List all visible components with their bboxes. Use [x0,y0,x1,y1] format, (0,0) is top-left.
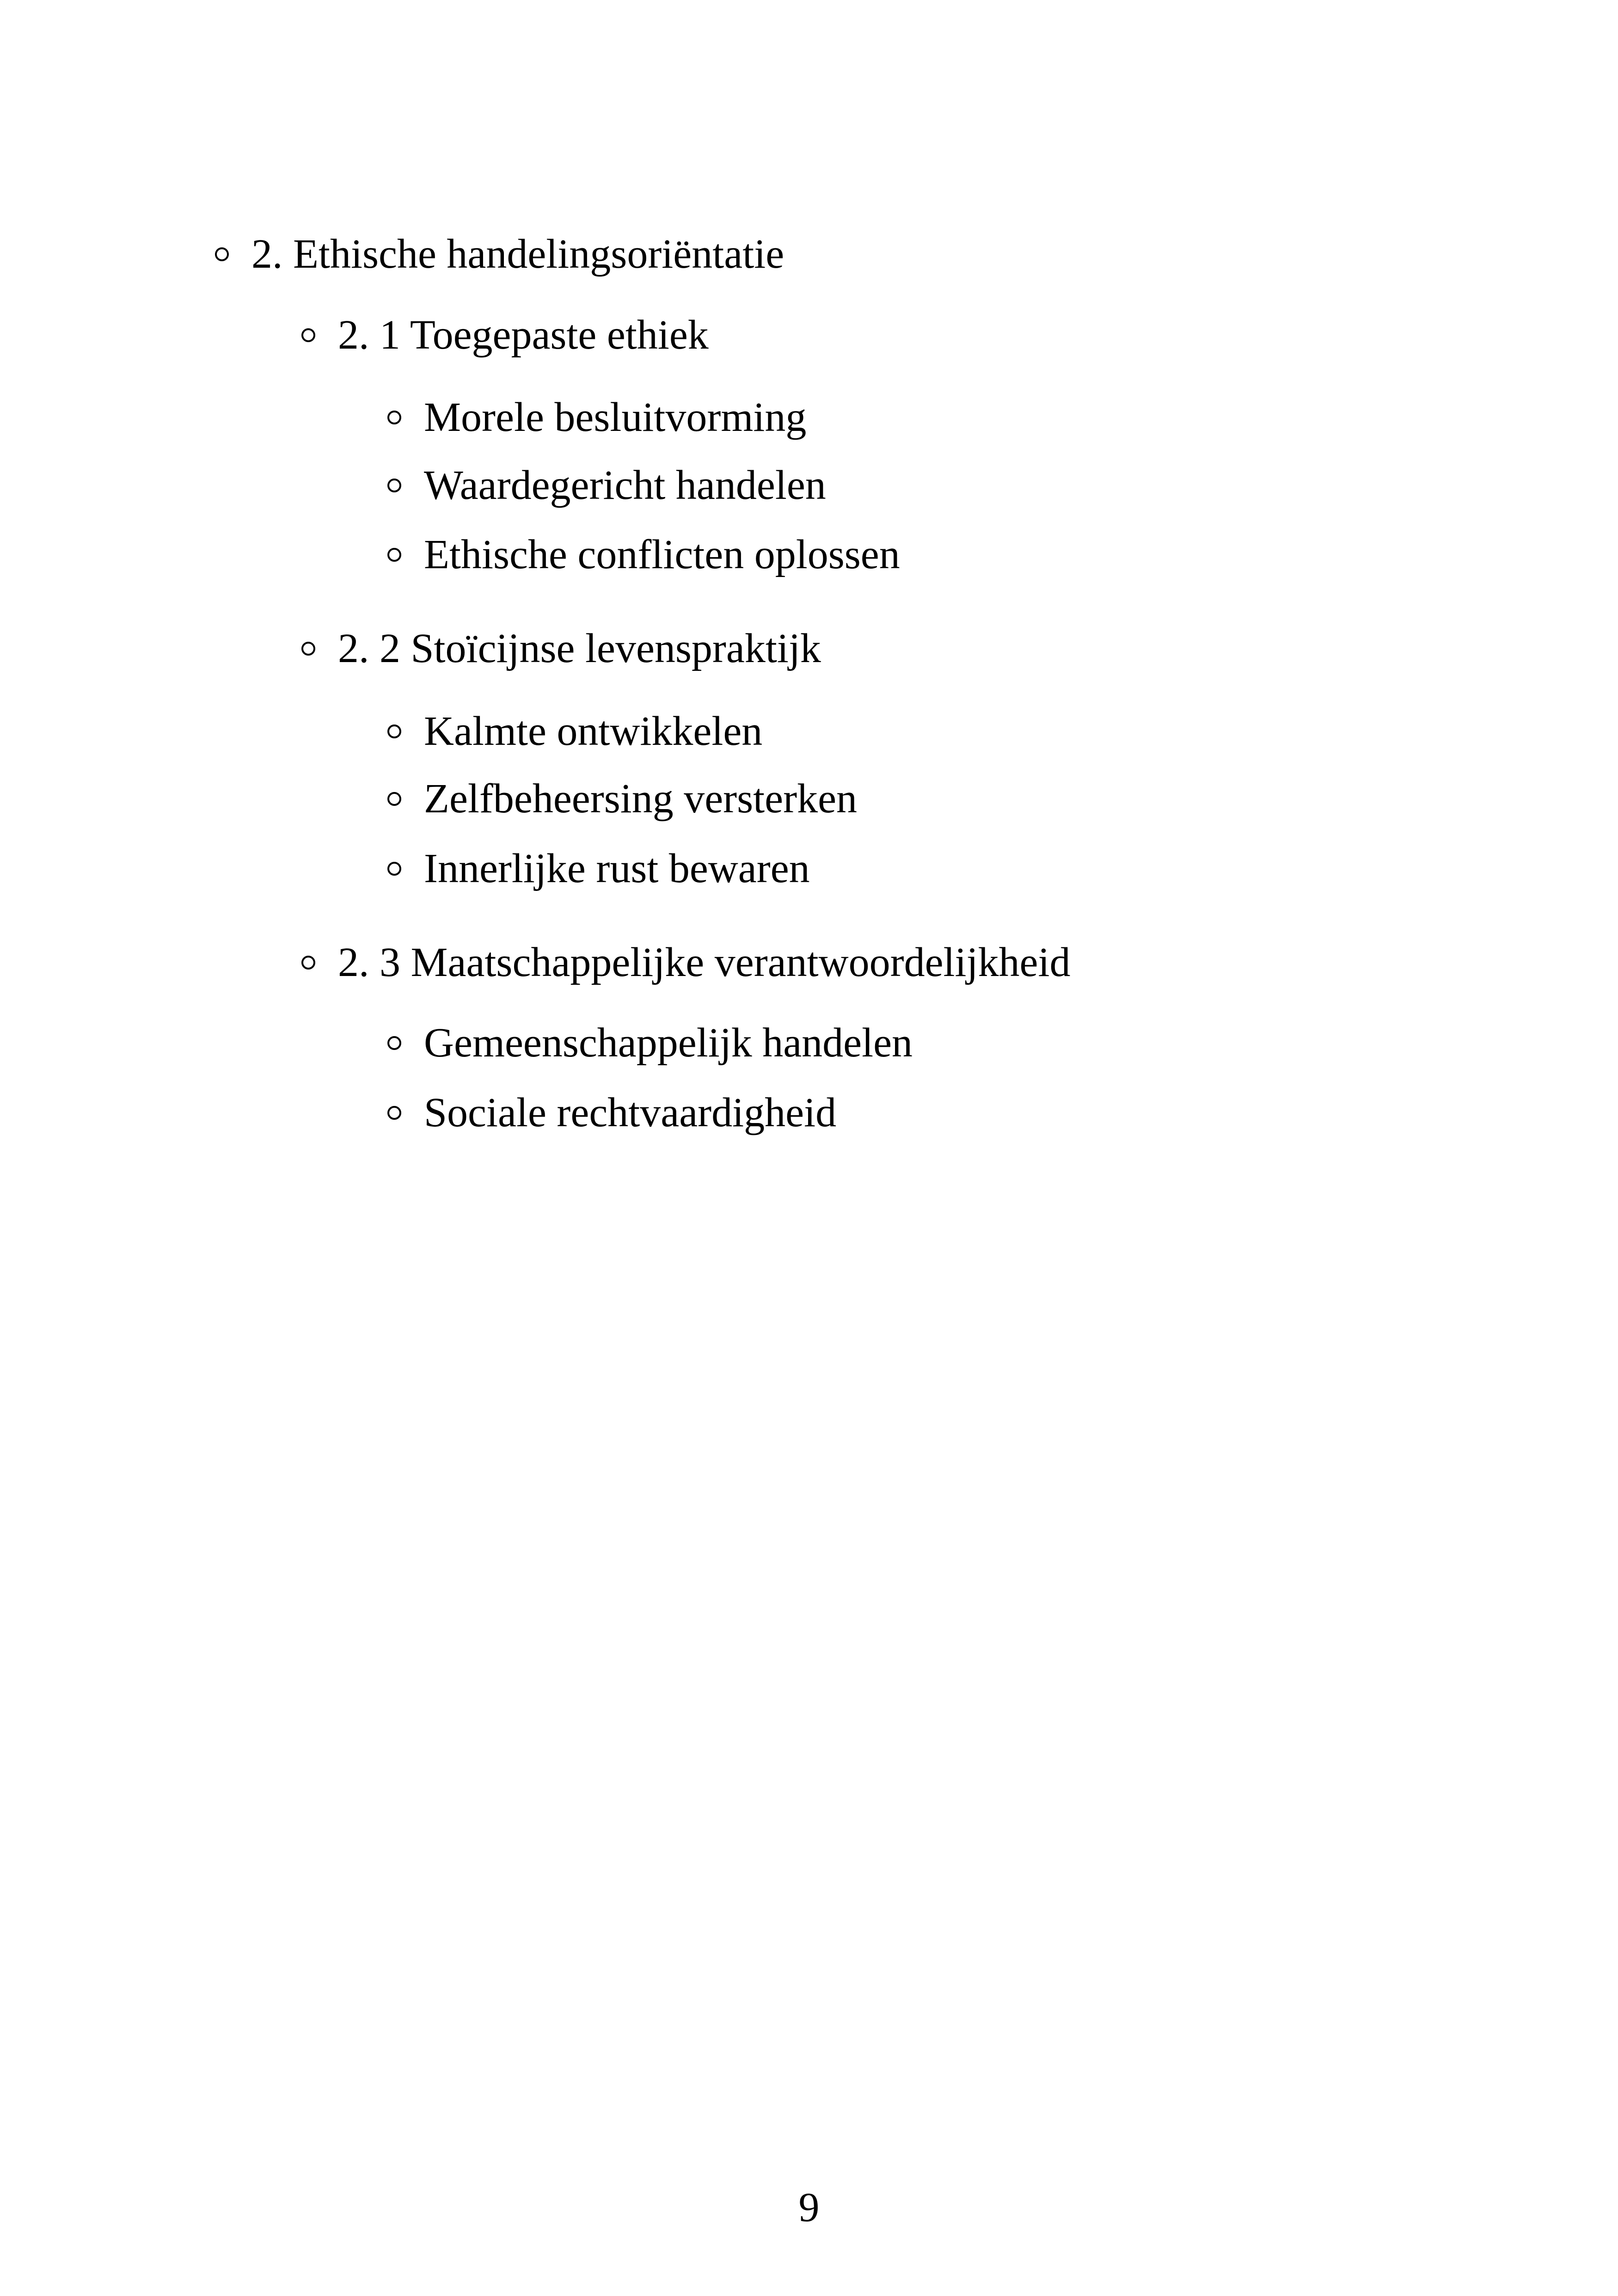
outline-item [387,529,900,580]
hollow-circle-bullet-icon [387,548,401,562]
subsection-label: 2. 1 Toegepaste ethiek [338,312,709,358]
outline-section [215,229,784,280]
hollow-circle-bullet-icon [387,411,401,424]
hollow-circle-bullet-icon [387,1106,401,1120]
item-label: Kalmte ontwikkelen [424,708,763,754]
item-label: Ethische conflicten oplossen [424,532,900,577]
item-label: Innerlijke rust bewaren [424,846,810,891]
outline-item [387,392,806,443]
outline-item [387,1087,836,1138]
subsection-label: 2. 3 Maatschappelijke verantwoordelijkheid [338,939,1071,985]
outline-item [387,460,826,511]
outline-subsection [301,623,821,674]
item-label: Morele besluitvorming [424,394,807,440]
subsection-label: 2. 2 Stoïcijnse levenspraktijk [338,626,821,671]
hollow-circle-bullet-icon [387,479,401,492]
hollow-circle-bullet-icon [301,328,315,342]
outline-item [387,843,810,894]
outline-subsection [301,310,709,361]
page-number: 9 [798,2185,820,2230]
outline-item [387,706,762,757]
item-label: Zelfbeheersing versterken [424,776,858,822]
hollow-circle-bullet-icon [215,247,229,261]
outline-item [387,1018,913,1068]
hollow-circle-bullet-icon [387,724,401,738]
item-label: Waardegericht handelen [424,462,826,508]
hollow-circle-bullet-icon [387,862,401,876]
item-label: Sociale rechtvaardigheid [424,1090,837,1136]
item-label: Gemeenschappelijk handelen [424,1020,913,1066]
hollow-circle-bullet-icon [301,956,315,970]
section-label: 2. Ethische handelingsoriëntatie [251,231,784,277]
outline-subsection [301,937,1071,988]
hollow-circle-bullet-icon [301,642,315,656]
hollow-circle-bullet-icon [387,792,401,806]
hollow-circle-bullet-icon [387,1036,401,1050]
outline-item [387,774,857,824]
